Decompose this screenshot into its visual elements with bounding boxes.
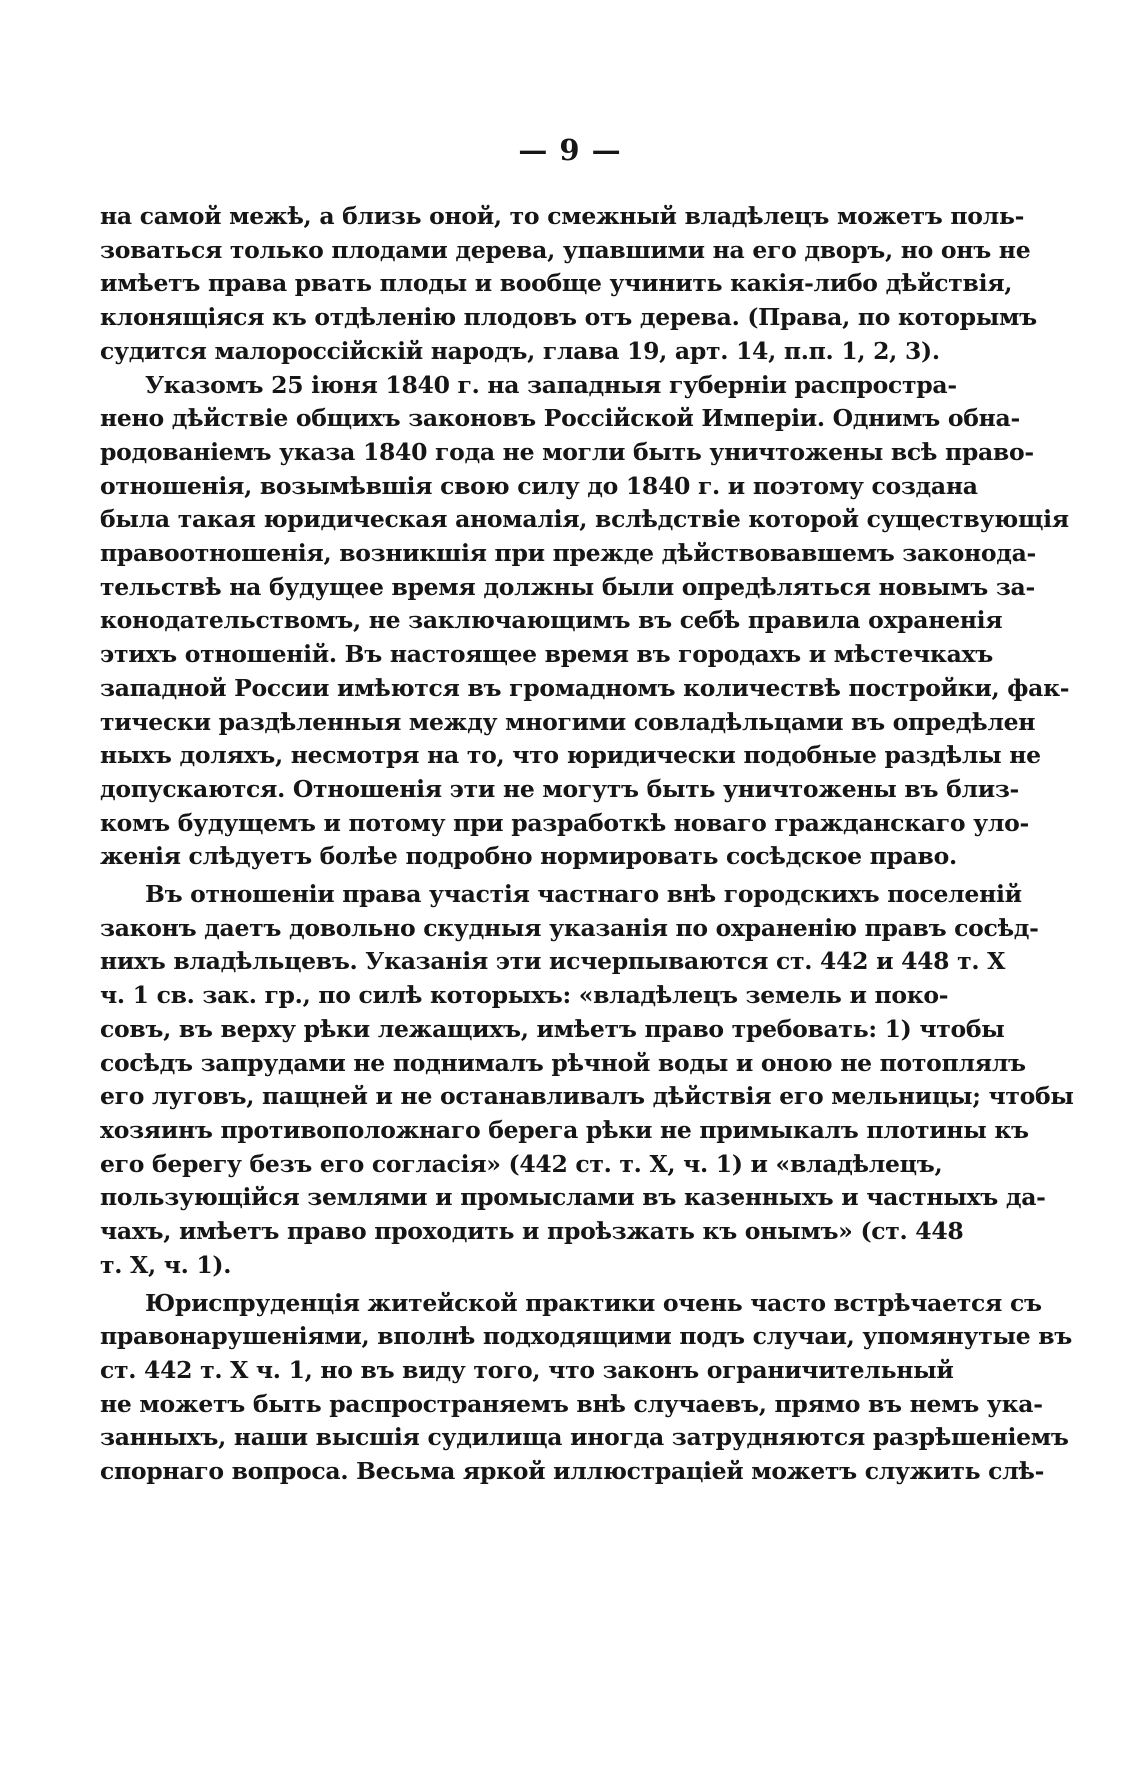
text-line: западной России имѣются въ громадномъ количествѣ постройки, фак-: [100, 673, 1070, 702]
text-line: занныхъ, наши высшія судилища иногда затрудняются разрѣшеніемъ: [100, 1423, 1069, 1452]
text-line: судится малороссійскій народъ, глава 19, арт. 14, п.п. 1, 2, 3).: [100, 336, 940, 365]
text-line: правоотношенія, возникшія при прежде дѣйствовавшемъ законода-: [100, 539, 1036, 568]
text-line: на самой межѣ, а близь оной, то смежный владѣлецъ можетъ поль-: [100, 202, 1025, 230]
text-line: ныхъ доляхъ, несмотря на то, что юридически подобные раздѣлы не: [100, 741, 1041, 770]
text-line: женія слѣдуетъ болѣе подробно нормировать сосѣдское право.: [100, 842, 957, 871]
text-line: его берегу безъ его согласія» (442 ст. т. X, ч. 1) и «владѣлецъ,: [100, 1149, 943, 1178]
text-line: пользующійся землями и промыслами въ казенныхъ и частныхъ да-: [100, 1183, 1046, 1212]
text-line: тически раздѣленныя между многими совладѣльцами въ опредѣлен: [100, 707, 1036, 736]
text-line: допускаются. Отношенія эти не могутъ быть уничтожены въ близ-: [100, 774, 1019, 803]
text-line: ст. 442 т. X ч. 1, но въ виду того, что законъ ограничительный: [100, 1355, 954, 1384]
body-text: [100, 200, 1074, 1489]
text-line: его луговъ, пащней и не останавливалъ дѣйствія его мельницы; чтобы: [100, 1082, 1074, 1111]
text-line: комъ будущемъ и потому при разработкѣ новаго гражданскаго уло-: [100, 808, 1029, 837]
text-line: не можетъ быть распространяемъ внѣ случаевъ, прямо въ немъ ука-: [100, 1389, 1043, 1418]
text-line: спорнаго вопроса. Весьма яркой иллюстраціей можетъ служить слѣ-: [100, 1457, 1045, 1486]
text-line: клонящіяся къ отдѣленію плодовъ отъ дерева. (Права, по которымъ: [100, 303, 1037, 332]
text-line: Въ отношеніи права участія частнаго внѣ городскихъ поселеній: [145, 880, 1022, 909]
page-number: — 9 —: [518, 133, 622, 167]
text-line: отношенія, возымѣвшія свою силу до 1840 г. и поэтому создана: [100, 471, 978, 500]
text-line: чахъ, имѣетъ право проходить и проѣзжать къ онымъ» (ст. 448: [100, 1217, 964, 1246]
text-line: т. X, ч. 1).: [100, 1250, 232, 1279]
text-line: родованіемъ указа 1840 года не могли быть уничтожены всѣ право-: [100, 437, 1034, 466]
text-line: нено дѣйствіе общихъ законовъ Россійской Имперіи. Однимъ обна-: [100, 404, 1020, 433]
text-line: сосѣдъ запрудами не поднималъ рѣчной воды и оною не потоплялъ: [100, 1048, 1026, 1077]
text-line: Юриспруденція житейской практики очень часто встрѣчается съ: [145, 1288, 1042, 1317]
text-line: этихъ отношеній. Въ настоящее время въ городахъ и мѣстечкахъ: [100, 640, 993, 669]
text-line: ч. 1 св. зак. гр., по силѣ которыхъ: «владѣлецъ земель и поко-: [100, 981, 949, 1010]
text-line: правонарушеніями, вполнѣ подходящими подъ случаи, упомянутые въ: [100, 1322, 1073, 1351]
text-line: имѣетъ права рвать плоды и вообще учинить какія-либо дѣйствія,: [100, 269, 1013, 298]
text-line: законъ даетъ довольно скудныя указанія по охраненію правъ сосѣд-: [100, 913, 1039, 942]
text-line: хозяинъ противоположнаго берега рѣки не примыкалъ плотины къ: [100, 1115, 1029, 1144]
text-line: зоваться только плодами дерева, упавшими на его дворъ, но онъ не: [100, 235, 1031, 264]
text-line: Указомъ 25 іюня 1840 г. на западныя губерніи распростра-: [145, 370, 957, 399]
text-line: конодательствомъ, не заключающимъ въ себѣ правила охраненія: [100, 606, 1003, 635]
text-line: тельствѣ на будущее время должны были опредѣляться новымъ за-: [100, 572, 1035, 601]
text-line: была такая юридическая аномалія, вслѣдствіе которой существующія: [100, 505, 1069, 534]
text-line: нихъ владѣльцевъ. Указанія эти исчерпываются ст. 442 и 448 т. X: [100, 947, 1006, 976]
text-line: совъ, въ верху рѣки лежащихъ, имѣетъ право требовать: 1) чтобы: [100, 1014, 1005, 1043]
